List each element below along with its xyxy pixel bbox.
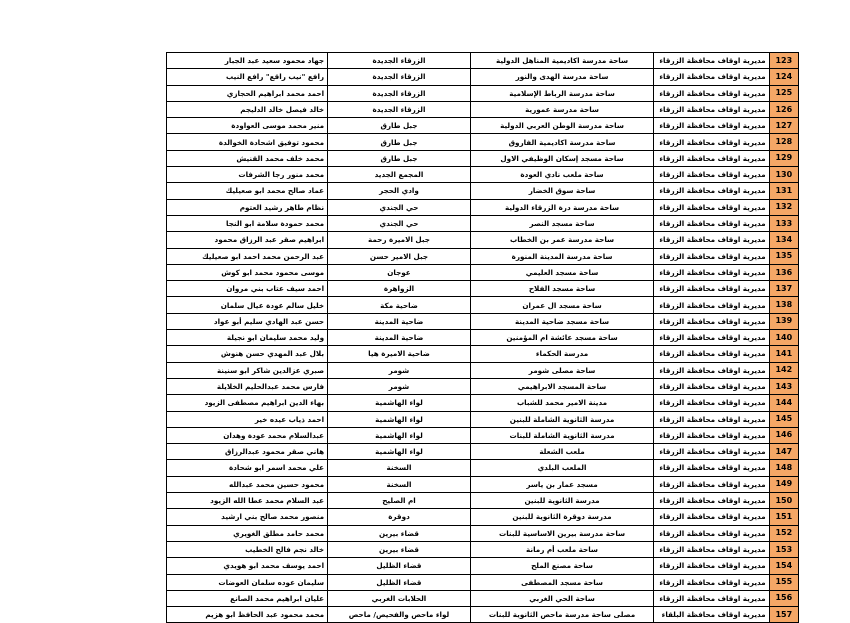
row-number-cell: 143	[769, 378, 798, 394]
prayer-location-cell: مدرسة الثانوية الشاملة للبنين	[470, 411, 653, 427]
prayer-location-cell: ساحة مسجد ال عمران	[470, 297, 653, 313]
row-number-cell: 127	[769, 118, 798, 134]
prayer-location-cell: ساحة ملعب أم رمانة	[470, 541, 653, 557]
directorate-cell: مديرية اوقاف محافظة الزرقاء	[654, 330, 769, 346]
directorate-cell: مديرية اوقاف محافظة الزرقاء	[654, 558, 769, 574]
row-number-cell: 155	[769, 574, 798, 590]
preacher-name-cell: رافع "نيب راقع" رافع النيب	[167, 69, 328, 85]
area-cell: الزرقاء الجديدة	[328, 85, 471, 101]
row-number-cell: 142	[769, 362, 798, 378]
preacher-name-cell: جهاد محمود سعيد عبد الجبار	[167, 53, 328, 69]
directorate-cell: مديرية اوقاف محافظة الزرقاء	[654, 101, 769, 117]
table-row	[167, 297, 799, 313]
directorate-cell: مديرية اوقاف محافظة الزرقاء	[654, 183, 769, 199]
row-number-cell: 128	[769, 134, 798, 150]
prayer-location-cell: ساحة المسجد الابراهيمي	[470, 378, 653, 394]
table-row	[167, 444, 799, 460]
row-number-cell: 133	[769, 215, 798, 231]
area-cell: ضاحية المدينة	[328, 330, 471, 346]
area-cell: جبل طارق	[328, 134, 471, 150]
prayer-location-cell: ساحة مدرسة الوطن العربي الدولية	[470, 118, 653, 134]
table-row	[167, 101, 799, 117]
prayer-location-cell: مدرسة الحكماء	[470, 346, 653, 362]
row-number-cell: 130	[769, 167, 798, 183]
table-row	[167, 330, 799, 346]
prayer-location-cell: ساحة مسجد المصطفى	[470, 574, 653, 590]
area-cell: ضاحية مكة	[328, 297, 471, 313]
table-row	[167, 493, 799, 509]
prayer-location-cell: ساحة مدرسة بيرين الاساسية للبنات	[470, 525, 653, 541]
prayer-location-cell: مصلى ساحة مدرسة ماحص الثانوية للبنات	[470, 607, 653, 623]
preacher-name-cell: حسن عبد الهادي سليم أبو عواد	[167, 313, 328, 329]
preacher-name-cell: سليمان عوده سلمان العوضات	[167, 574, 328, 590]
prayer-location-cell: ساحة ملعب نادي العودة	[470, 167, 653, 183]
directorate-cell: مديرية اوقاف محافظة الزرقاء	[654, 395, 769, 411]
preacher-name-cell: احمد ذياب عيده خير	[167, 411, 328, 427]
table-row	[167, 427, 799, 443]
directorate-cell: مديرية اوقاف محافظة الزرقاء	[654, 590, 769, 606]
table-row	[167, 85, 799, 101]
row-number-cell: 141	[769, 346, 798, 362]
row-number-cell: 137	[769, 281, 798, 297]
area-cell: قضاء الظليل	[328, 574, 471, 590]
prayer-location-cell: ساحة مصلى شومر	[470, 362, 653, 378]
directorate-cell: مديرية اوقاف محافظة الزرقاء	[654, 150, 769, 166]
row-number-cell: 146	[769, 427, 798, 443]
area-cell: جبل طارق	[328, 150, 471, 166]
table-row	[167, 183, 799, 199]
prayer-location-cell: ساحة مدرسة عمر بن الخطاب	[470, 232, 653, 248]
preacher-name-cell: محمد حمودة سلامة ابو النجا	[167, 215, 328, 231]
directorate-cell: مديرية اوقاف محافظة الزرقاء	[654, 541, 769, 557]
directorate-cell: مديرية اوقاف محافظة الزرقاء	[654, 134, 769, 150]
prayer-location-cell: ساحة مدرسة الهدى والنور	[470, 69, 653, 85]
preacher-name-cell: هاني صقر محمود عبدالرزاق	[167, 444, 328, 460]
table-row	[167, 541, 799, 557]
area-cell: دوقرة	[328, 509, 471, 525]
prayer-location-cell: ساحة مدرسة درة الزرقاء الدولية	[470, 199, 653, 215]
row-number-cell: 131	[769, 183, 798, 199]
table-row	[167, 313, 799, 329]
row-number-cell: 152	[769, 525, 798, 541]
area-cell: حي الجندي	[328, 199, 471, 215]
table-row	[167, 590, 799, 606]
preacher-name-cell: عليان ابراهيم محمد الصانع	[167, 590, 328, 606]
preacher-name-cell: وليد محمد سليمان ابو نجيلة	[167, 330, 328, 346]
row-number-cell: 145	[769, 411, 798, 427]
prayer-location-cell: ساحة الحي الغربي	[470, 590, 653, 606]
directorate-cell: مديرية اوقاف محافظة الزرقاء	[654, 215, 769, 231]
preacher-name-cell: محمود توفيق اشحادة الخوالدة	[167, 134, 328, 150]
area-cell: الزرقاء الجديدة	[328, 53, 471, 69]
preacher-name-cell: بهاء الدين ابراهيم مصطفى الزيود	[167, 395, 328, 411]
preacher-name-cell: عماد صالح محمد ابو صعيليك	[167, 183, 328, 199]
prayer-location-cell: ملعب الشعلة	[470, 444, 653, 460]
row-number-cell: 138	[769, 297, 798, 313]
area-cell: لواء الهاشمية	[328, 427, 471, 443]
prayer-location-cell: ساحة مسجد الفلاح	[470, 281, 653, 297]
directorate-cell: مديرية اوقاف محافظة الزرقاء	[654, 378, 769, 394]
table-row	[167, 346, 799, 362]
directorate-cell: مديرية اوقاف محافظة الزرقاء	[654, 411, 769, 427]
directorate-cell: مديرية اوقاف محافظة الزرقاء	[654, 297, 769, 313]
row-number-cell: 129	[769, 150, 798, 166]
row-number-cell: 125	[769, 85, 798, 101]
table-row	[167, 167, 799, 183]
table-row	[167, 476, 799, 492]
directorate-cell: مديرية اوقاف محافظة الزرقاء	[654, 53, 769, 69]
preacher-name-cell: محمد محمود عبد الحافظ ابو هزيم	[167, 607, 328, 623]
prayer-location-cell: ساحة مدرسة عمورية	[470, 101, 653, 117]
area-cell: جبل الاميرة رحمة	[328, 232, 471, 248]
directorate-cell: مديرية اوقاف محافظة الزرقاء	[654, 362, 769, 378]
preacher-name-cell: خالد نجم فالح الخطيب	[167, 541, 328, 557]
table-row	[167, 378, 799, 394]
row-number-cell: 126	[769, 101, 798, 117]
table-row	[167, 264, 799, 280]
directorate-cell: مديرية اوقاف محافظة الزرقاء	[654, 199, 769, 215]
preacher-name-cell: محمود حسين محمد عبدالله	[167, 476, 328, 492]
row-number-cell: 154	[769, 558, 798, 574]
preacher-name-cell: بلال عبد المهدي حسن هنوش	[167, 346, 328, 362]
prayer-location-cell: ساحة مدرسة المدينة المنورة	[470, 248, 653, 264]
area-cell: لواء الهاشمية	[328, 395, 471, 411]
row-number-cell: 135	[769, 248, 798, 264]
prayer-location-cell: ساحة مسجد العليمي	[470, 264, 653, 280]
preacher-name-cell: موسى محمود محمد ابو كوش	[167, 264, 328, 280]
preacher-name-cell: محمد خلف محمد القنيش	[167, 150, 328, 166]
row-number-cell: 149	[769, 476, 798, 492]
area-cell: ام الصليح	[328, 493, 471, 509]
directorate-cell: مديرية اوقاف محافظة الزرقاء	[654, 281, 769, 297]
directorate-cell: مديرية اوقاف محافظة الزرقاء	[654, 509, 769, 525]
directorate-cell: مديرية اوقاف محافظة الزرقاء	[654, 444, 769, 460]
row-number-cell: 132	[769, 199, 798, 215]
preacher-name-cell: احمد يوسف محمد ابو هويدي	[167, 558, 328, 574]
directorate-cell: مديرية اوقاف محافظة الزرقاء	[654, 264, 769, 280]
row-number-cell: 156	[769, 590, 798, 606]
preacher-name-cell: عبد السلام محمد عطا الله الزيود	[167, 493, 328, 509]
preacher-name-cell: منصور محمد صالح بني ارشيد	[167, 509, 328, 525]
table-row	[167, 232, 799, 248]
preacher-name-cell: فارس محمد عبدالحليم الخلايلة	[167, 378, 328, 394]
preacher-name-cell: ابراهيم صقر عبد الرزاق محمود	[167, 232, 328, 248]
directorate-cell: مديرية اوقاف محافظة الزرقاء	[654, 574, 769, 590]
table-row	[167, 248, 799, 264]
row-number-cell: 153	[769, 541, 798, 557]
directorate-cell: مديرية اوقاف محافظة الزرقاء	[654, 248, 769, 264]
row-number-cell: 157	[769, 607, 798, 623]
area-cell: لواء ماحص والفحيص/ ماحص	[328, 607, 471, 623]
row-number-cell: 134	[769, 232, 798, 248]
directorate-cell: مديرية اوقاف محافظة الزرقاء	[654, 232, 769, 248]
prayer-location-cell: ساحة مدرسة اكاديمية المناهل الدولية	[470, 53, 653, 69]
preacher-name-cell: صبري عزالدين شاكر ابو سنينة	[167, 362, 328, 378]
row-number-cell: 147	[769, 444, 798, 460]
table-row	[167, 395, 799, 411]
preacher-name-cell: خالد فيصل خالد الدليجم	[167, 101, 328, 117]
preacher-name-cell: احمد سيف عتاب بني مروان	[167, 281, 328, 297]
table-row	[167, 411, 799, 427]
directorate-cell: مديرية اوقاف محافظة الزرقاء	[654, 118, 769, 134]
area-cell: جبل طارق	[328, 118, 471, 134]
table-row	[167, 460, 799, 476]
prayer-location-cell: ساحة مسجد عائشة ام المؤمنين	[470, 330, 653, 346]
preacher-name-cell: محمد حامد مطلق الغويري	[167, 525, 328, 541]
table-row	[167, 118, 799, 134]
area-cell: السخنة	[328, 476, 471, 492]
directorate-cell: مديرية اوقاف محافظة الزرقاء	[654, 476, 769, 492]
table-row	[167, 134, 799, 150]
area-cell: الزرقاء الجديدة	[328, 69, 471, 85]
table-body	[167, 53, 799, 623]
prayer-location-cell: ساحة مسجد النصر	[470, 215, 653, 231]
table-row	[167, 574, 799, 590]
area-cell: السخنة	[328, 460, 471, 476]
preacher-name-cell: احمد محمد ابراهيم الحجازي	[167, 85, 328, 101]
table-row	[167, 53, 799, 69]
preacher-name-cell: محمد منور رجا الشرفات	[167, 167, 328, 183]
table-row	[167, 525, 799, 541]
area-cell: المجمع الجديد	[328, 167, 471, 183]
area-cell: عوجان	[328, 264, 471, 280]
preacher-name-cell: عبد الرحمن محمد احمد ابو صعيليك	[167, 248, 328, 264]
row-number-cell: 144	[769, 395, 798, 411]
area-cell: الزواهرة	[328, 281, 471, 297]
directorate-cell: مديرية اوقاف محافظة الزرقاء	[654, 493, 769, 509]
area-cell: وادي الحجر	[328, 183, 471, 199]
area-cell: لواء الهاشمية	[328, 444, 471, 460]
row-number-cell: 139	[769, 313, 798, 329]
prayer-location-cell: مدينة الامير محمد للشباب	[470, 395, 653, 411]
row-number-cell: 140	[769, 330, 798, 346]
prayer-location-cell: ساحة سوق الخضار	[470, 183, 653, 199]
directorate-cell: مديرية اوقاف محافظة الزرقاء	[654, 85, 769, 101]
area-cell: ضاحية المدينة	[328, 313, 471, 329]
prayer-location-cell: ساحة مدرسة اكاديمية الفاروق	[470, 134, 653, 150]
area-cell: جبل الامير حسن	[328, 248, 471, 264]
prayer-location-cell: ساحة مدرسة الرباط الإسلامية	[470, 85, 653, 101]
preacher-name-cell: عبدالسلام محمد عودة وهدان	[167, 427, 328, 443]
table-row	[167, 362, 799, 378]
preacher-name-cell: خليل سالم عودة عيال سلمان	[167, 297, 328, 313]
table-row	[167, 215, 799, 231]
preacher-name-cell: منير محمد موسى العواودة	[167, 118, 328, 134]
area-cell: لواء الهاشمية	[328, 411, 471, 427]
directorate-cell: مديرية اوقاف محافظة الزرقاء	[654, 69, 769, 85]
row-number-cell: 136	[769, 264, 798, 280]
area-cell: ضاحية الاميرة هيا	[328, 346, 471, 362]
directorate-cell: مديرية اوقاف محافظة الزرقاء	[654, 167, 769, 183]
directorate-cell: مديرية اوقاف محافظة الزرقاء	[654, 346, 769, 362]
prayer-location-cell: مسجد عمار بن ياسر	[470, 476, 653, 492]
row-number-cell: 123	[769, 53, 798, 69]
table-row	[167, 150, 799, 166]
area-cell: شومر	[328, 362, 471, 378]
table-row	[167, 558, 799, 574]
prayer-location-cell: ساحة مسجد إسكان الوظيفي الاول	[470, 150, 653, 166]
prayer-location-cell: مدرسة الثانوية الشاملة للبنات	[470, 427, 653, 443]
table-row	[167, 69, 799, 85]
directorate-cell: مديرية اوقاف محافظة الزرقاء	[654, 460, 769, 476]
prayer-location-cell: مدرسة الثانوية للبنين	[470, 493, 653, 509]
area-cell: الزرقاء الجديدة	[328, 101, 471, 117]
row-number-cell: 151	[769, 509, 798, 525]
directorate-cell: مديرية اوقاف محافظة البلقاء	[654, 607, 769, 623]
area-cell: قضاء بيرين	[328, 541, 471, 557]
area-cell: شومر	[328, 378, 471, 394]
area-cell: قضاء الظليل	[328, 558, 471, 574]
directorate-cell: مديرية اوقاف محافظة الزرقاء	[654, 313, 769, 329]
row-number-cell: 150	[769, 493, 798, 509]
area-cell: قضاء بيرين	[328, 525, 471, 541]
area-cell: الحلابات الغربي	[328, 590, 471, 606]
table-row	[167, 281, 799, 297]
prayer-location-cell: الملعب البلدي	[470, 460, 653, 476]
row-number-cell: 148	[769, 460, 798, 476]
row-number-cell: 124	[769, 69, 798, 85]
preacher-name-cell: علي محمد اسمر ابو شحادة	[167, 460, 328, 476]
prayer-location-cell: ساحة مسجد ضاحية المدينة	[470, 313, 653, 329]
prayer-location-cell: ساحة مصنع الملح	[470, 558, 653, 574]
assignments-table	[166, 52, 799, 623]
table-row	[167, 509, 799, 525]
prayer-location-cell: مدرسة دوقرة الثانوية للبنين	[470, 509, 653, 525]
preacher-name-cell: نظام طاهر رشيد العتوم	[167, 199, 328, 215]
area-cell: حي الجندي	[328, 215, 471, 231]
directorate-cell: مديرية اوقاف محافظة الزرقاء	[654, 525, 769, 541]
directorate-cell: مديرية اوقاف محافظة الزرقاء	[654, 427, 769, 443]
table-row	[167, 607, 799, 623]
table-row	[167, 199, 799, 215]
